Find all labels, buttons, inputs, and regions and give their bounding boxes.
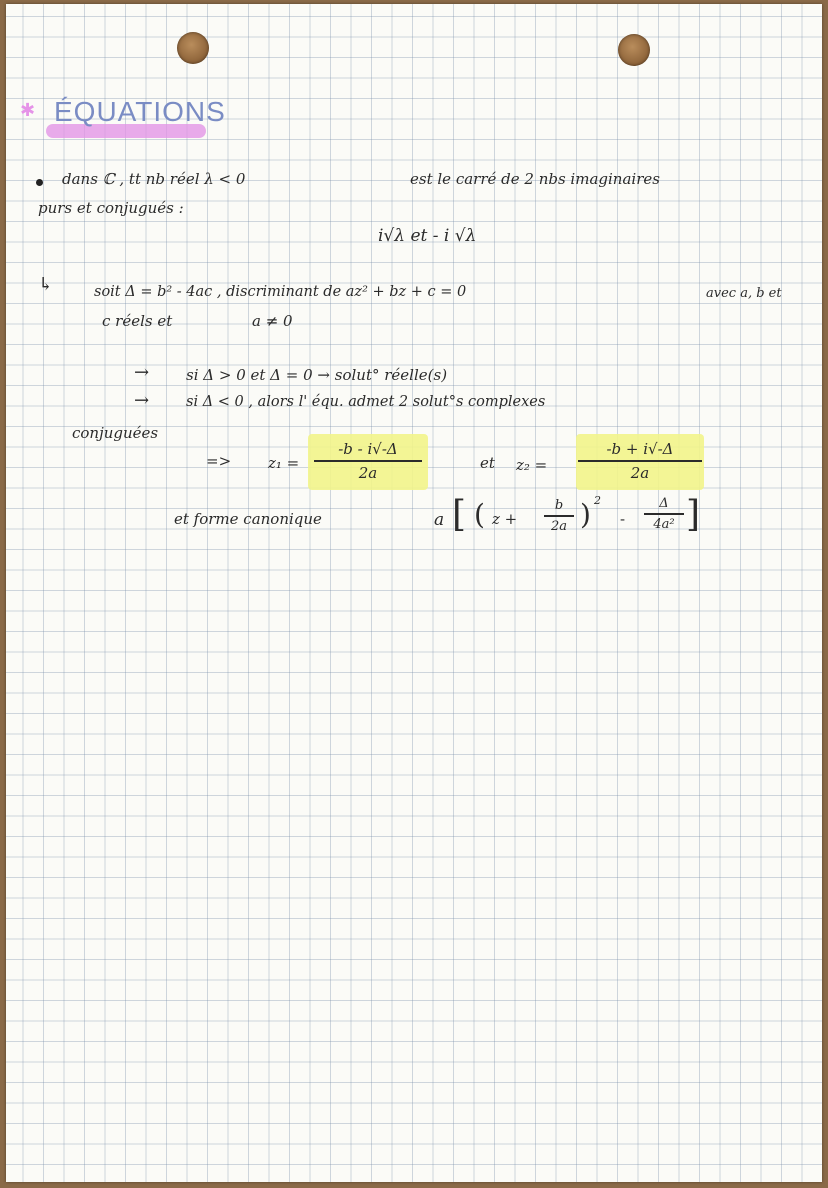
b-numerator: b <box>554 498 564 513</box>
line2-part4: a ≠ 0 <box>252 312 293 330</box>
bracket-close: ] <box>686 494 701 535</box>
fraction-bar <box>314 460 422 462</box>
delta-numerator: Δ <box>659 496 669 511</box>
case1-text: si Δ > 0 et Δ = 0 → solut° réelle(s) <box>186 366 448 384</box>
and-text: et <box>480 454 495 472</box>
fraction-bar <box>544 515 574 517</box>
z1-denominator: 2a <box>358 463 378 482</box>
line1-part1: dans ℂ , tt nb réel λ < 0 <box>62 170 246 188</box>
line1-part3: purs et conjugués : <box>38 199 184 217</box>
hook-arrow-icon: ↳ <box>38 274 54 295</box>
implies-symbol: => <box>206 452 232 470</box>
line2-part3: c réels et <box>102 312 173 330</box>
z2-fraction <box>578 440 702 482</box>
z2-denominator: 2a <box>630 463 650 482</box>
paren-close: ) <box>580 498 591 531</box>
z1-numerator: -b - i√-Δ <box>338 440 398 458</box>
bracket-open: [ <box>452 494 467 535</box>
fraction-bar <box>644 513 684 515</box>
canonical-lead: et forme canonique <box>174 510 322 528</box>
canonical-a: a <box>434 510 445 530</box>
minus-sign: - <box>620 510 626 528</box>
punch-hole-right <box>618 34 650 66</box>
canonical-z-plus: z + <box>492 510 518 528</box>
z2-label: z₂ = <box>516 456 548 474</box>
case2-text: si Δ < 0 , alors l' équ. admet 2 solut°s complexes <box>186 394 546 410</box>
fraction-bar <box>578 460 702 462</box>
arrow-icon: → <box>134 362 150 383</box>
z1-fraction <box>314 440 422 482</box>
case2-continued: conjuguées <box>72 424 159 442</box>
punch-hole-left <box>177 32 209 64</box>
star-icon: ✱ <box>20 100 36 121</box>
notebook-page <box>6 4 822 1182</box>
b-over-2a <box>544 498 574 534</box>
line1-part2: est le carré de 2 nbs imaginaires <box>410 170 660 188</box>
z1-label: z₁ = <box>268 454 300 472</box>
arrow-icon: → <box>134 390 150 411</box>
line1-expression: i√λ et - i √λ <box>378 226 477 246</box>
fouras-denominator: 4a² <box>653 516 675 532</box>
paren-open: ( <box>474 498 485 531</box>
z2-numerator: -b + i√-Δ <box>606 440 674 458</box>
square-exponent: 2 <box>594 494 601 507</box>
delta-over-4a2 <box>644 496 684 532</box>
page-title: ÉQUATIONS <box>54 96 226 127</box>
bullet-icon <box>36 179 43 186</box>
line2-part1: soit Δ = b² - 4ac , discriminant de az² + bz + c = 0 <box>94 284 467 300</box>
twoa-denominator: 2a <box>550 518 568 534</box>
line2-part2: avec a, b et <box>706 286 782 301</box>
